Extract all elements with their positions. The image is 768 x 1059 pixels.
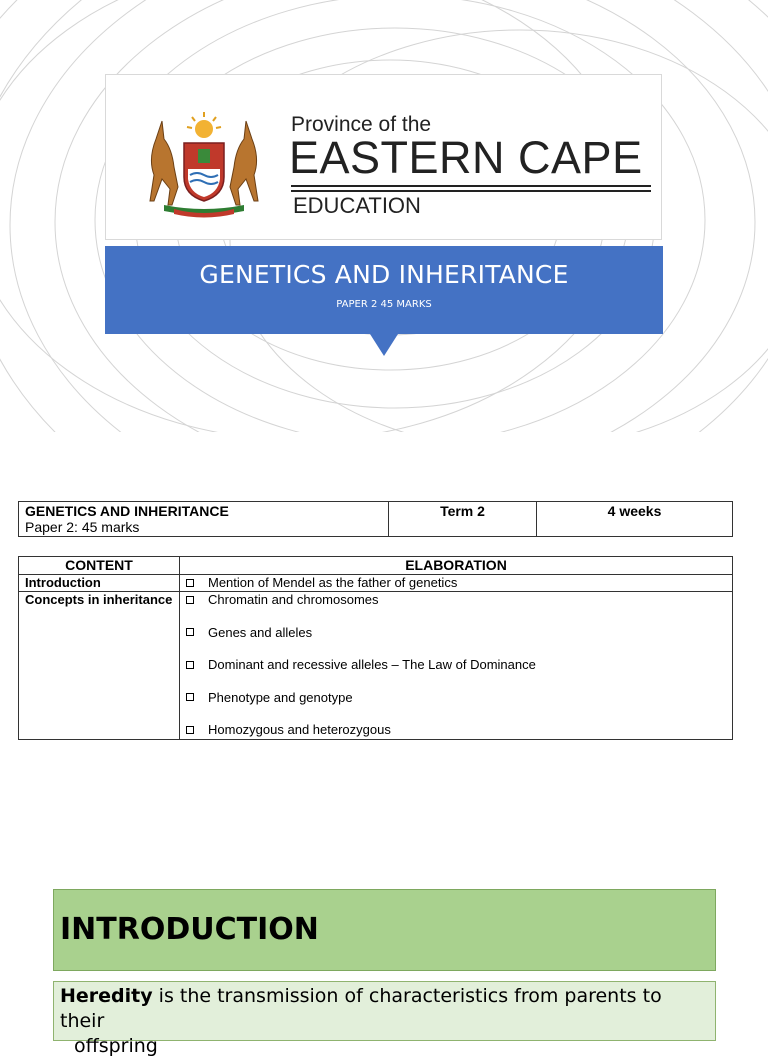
- banner-pointer: [370, 334, 398, 356]
- logo-rule: [291, 190, 651, 192]
- heredity-definition-box: [53, 981, 716, 1057]
- heredity-term: Heredity: [60, 985, 153, 1007]
- logo-rule: [291, 185, 651, 187]
- summary-table: [18, 501, 733, 537]
- content-cell: Introduction: [19, 575, 180, 592]
- coat-of-arms-icon: [134, 109, 274, 219]
- checkbox-bullet-icon: [186, 726, 194, 734]
- checkbox-bullet-icon: [186, 596, 194, 604]
- heredity-definition-line2: offspring: [74, 1035, 158, 1057]
- elaboration-item: Mention of Mendel as the father of genetics: [208, 575, 458, 590]
- checkbox-bullet-icon: [186, 579, 194, 587]
- topic-title: GENETICS AND INHERITANCE: [25, 503, 229, 519]
- logo-box: [105, 74, 662, 240]
- term-cell: Term 2: [389, 502, 537, 537]
- content-header: CONTENT: [19, 557, 180, 575]
- content-cell: Concepts in inheritance: [19, 592, 180, 740]
- elaboration-item: Chromatin and chromosomes: [208, 592, 379, 607]
- logo-province-text: Province of the: [291, 113, 432, 136]
- introduction-heading-box: [53, 889, 716, 971]
- elaboration-item: Phenotype and genotype: [208, 689, 353, 705]
- elaboration-header: ELABORATION: [180, 557, 733, 575]
- heredity-definition-line1: is the transmission of characteristics from parents to their: [60, 985, 662, 1032]
- title-slide: [0, 0, 768, 432]
- table-row: [19, 575, 733, 592]
- introduction-heading: INTRODUCTION: [60, 912, 319, 947]
- elaboration-cell: [180, 592, 733, 740]
- elaboration-item: Homozygous and heterozygous: [208, 722, 391, 737]
- table-row: [19, 592, 733, 740]
- table-bottom-border: [18, 739, 733, 740]
- elaboration-item: Genes and alleles: [208, 624, 313, 640]
- logo-education-text: EDUCATION: [293, 193, 421, 218]
- duration-cell: 4 weeks: [537, 502, 733, 537]
- elaboration-cell: [180, 575, 733, 592]
- heredity-definition: [60, 984, 700, 1059]
- checkbox-bullet-icon: [186, 693, 194, 701]
- title-banner: [105, 246, 663, 334]
- slide-title: GENETICS AND INHERITANCE: [199, 260, 569, 289]
- checkbox-bullet-icon: [186, 661, 194, 669]
- elaboration-item: Dominant and recessive alleles – The Law of Dominance: [208, 657, 536, 672]
- content-table: [18, 556, 733, 739]
- slide-subtitle: PAPER 2 45 MARKS: [336, 299, 432, 310]
- paper-marks: Paper 2: 45 marks: [25, 519, 140, 535]
- logo-eastern-cape-text: EASTERN CAPE: [289, 132, 643, 183]
- topic-cell: [19, 502, 389, 537]
- checkbox-bullet-icon: [186, 628, 194, 636]
